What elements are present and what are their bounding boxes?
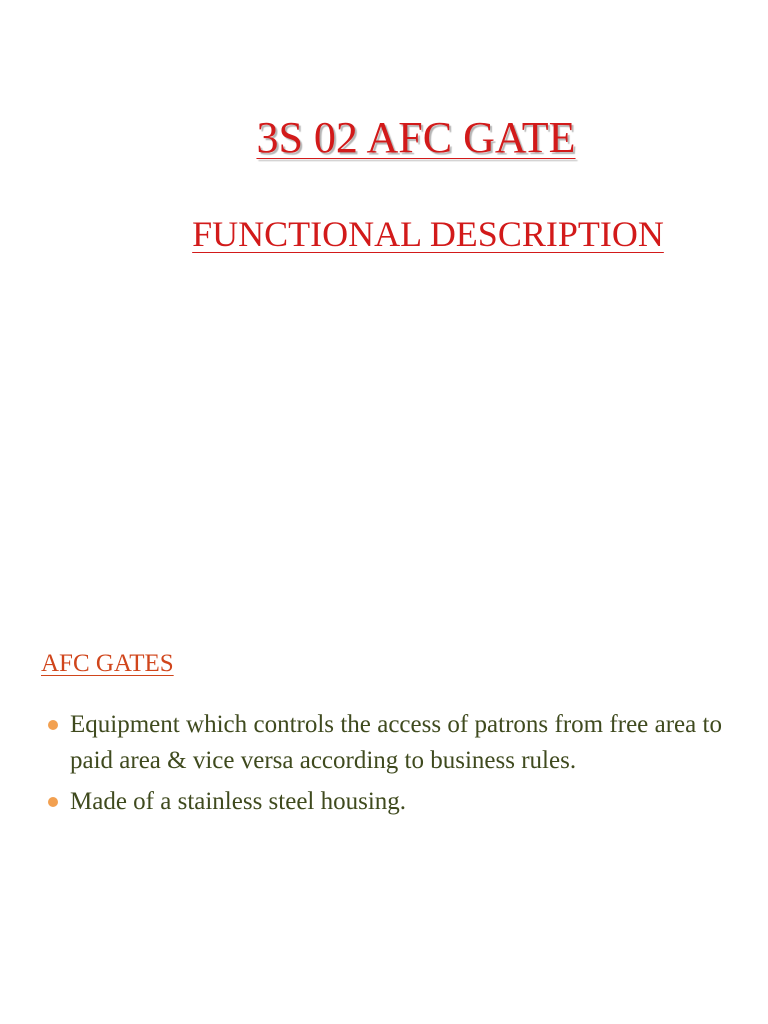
bullet-text: Equipment which controls the access of patrons from free area to paid area & vice versa according to business rules. [70, 711, 722, 774]
slide-title: 3S 02 AFC GATE [256, 113, 576, 162]
slide-subtitle: FUNCTIONAL DESCRIPTION [192, 214, 664, 254]
bullet-dot-icon [48, 797, 58, 807]
bullet-text: Made of a stainless steel housing. [70, 788, 407, 815]
bullet-item [46, 784, 722, 820]
bullet-dot-icon [48, 720, 58, 730]
section-heading: AFC GATES [41, 650, 174, 677]
bullet-list [46, 707, 722, 825]
bullet-item [46, 707, 722, 779]
